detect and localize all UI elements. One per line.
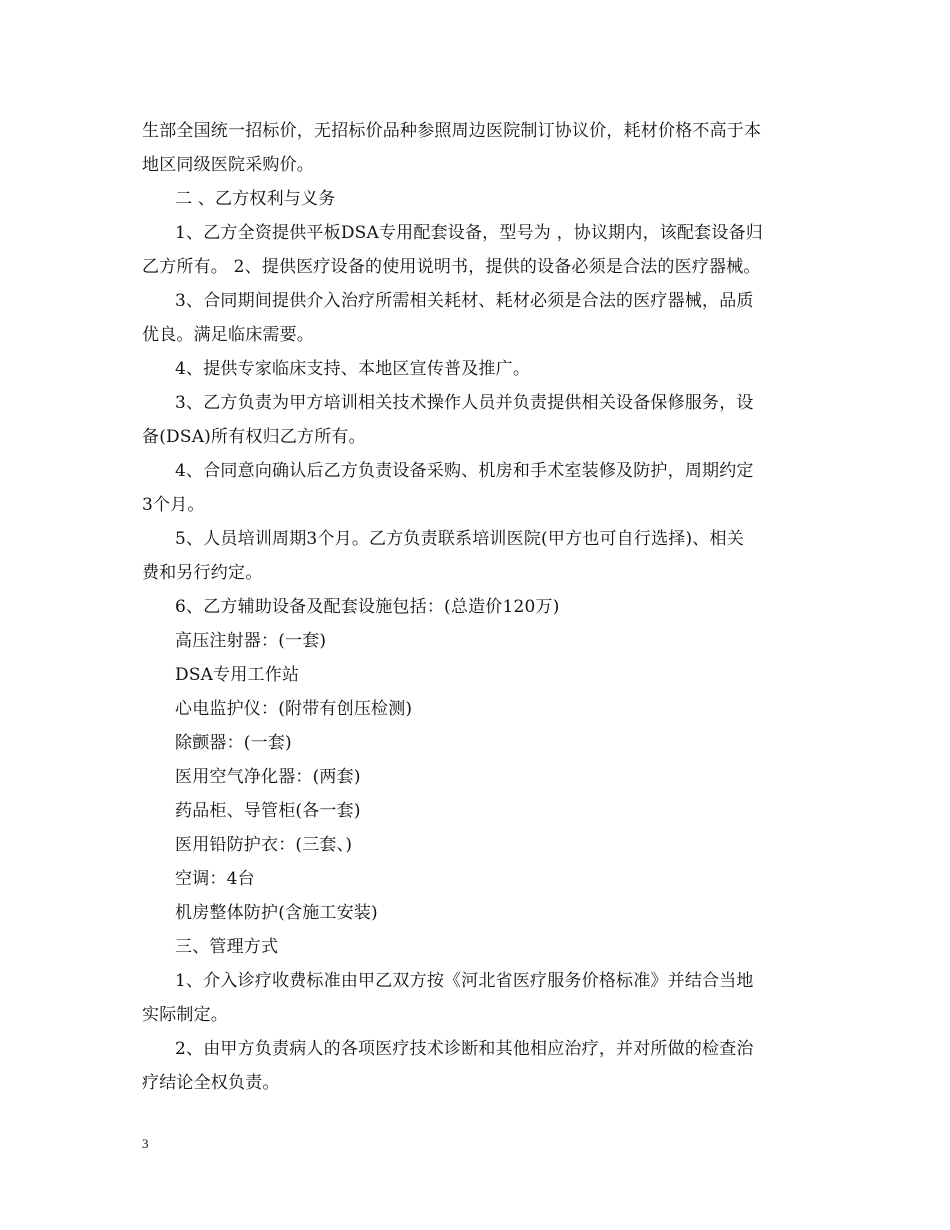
text-line: 医用铅防护衣：(三套、) [175, 835, 353, 855]
text-line: 除颤器：(一套) [175, 733, 292, 753]
document-body [142, 114, 822, 1100]
text-line: 4、提供专家临床支持、本地区宣传普及推广。 [175, 359, 531, 379]
text-line: 4、合同意向确认后乙方负责设备采购、机房和手术室装修及防护，周期约定 [175, 461, 754, 481]
text-line: 6、乙方辅助设备及配套设施包括：(总造价120万) [175, 597, 560, 617]
text-line: 三、管理方式 [175, 937, 279, 957]
text-line: 地区同级医院采购价。 [142, 155, 314, 175]
text-line: 3个月。 [142, 495, 205, 515]
text-line: 乙方所有。 2、提供医疗设备的使用说明书，提供的设备必须是合法的医疗器械。 [142, 257, 761, 277]
text-line: 机房整体防护(含施工安装) [175, 903, 378, 923]
text-line: 费和另行约定。 [142, 563, 263, 583]
text-line: 生部全国统一招标价，无招标价品种参照周边医院制订协议价，耗材价格不高于本 [142, 121, 762, 141]
text-line: 3、乙方负责为甲方培训相关技术操作人员并负责提供相关设备保修服务，设 [175, 393, 754, 413]
text-line: 实际制定。 [142, 1005, 228, 1025]
text-line: 5、人员培训周期3个月。乙方负责联系培训医院(甲方也可自行选择)、相关 [175, 529, 744, 549]
text-line: 疗结论全权负责。 [142, 1073, 280, 1093]
text-line: 优良。满足临床需要。 [142, 325, 314, 345]
text-line: 二 、乙方权利与义务 [175, 189, 336, 209]
text-line: 2、由甲方负责病人的各项医疗技术诊断和其他相应治疗，并对所做的检查治 [175, 1039, 754, 1059]
text-line: 3、合同期间提供介入治疗所需相关耗材、耗材必须是合法的医疗器械，品质 [175, 291, 754, 311]
text-line: 1、介入诊疗收费标准由甲乙双方按《河北省医疗服务价格标准》并结合当地 [175, 971, 754, 991]
page-number: 3 [142, 1136, 149, 1151]
text-line: 1、乙方全资提供平板DSA专用配套设备，型号为 ，协议期内，该配套设备归 [175, 223, 763, 243]
text-line: 心电监护仪：(附带有创压检测) [175, 699, 413, 719]
text-line: 空调：4台 [175, 869, 255, 889]
text-line: DSA专用工作站 [175, 665, 300, 685]
text-line: 药品柜、导管柜(各一套) [175, 801, 361, 821]
text-line: 备(DSA)所有权归乙方所有。 [142, 427, 366, 447]
text-line: 高压注射器：(一套) [175, 631, 327, 651]
text-line: 医用空气净化器：(两套) [175, 767, 361, 787]
